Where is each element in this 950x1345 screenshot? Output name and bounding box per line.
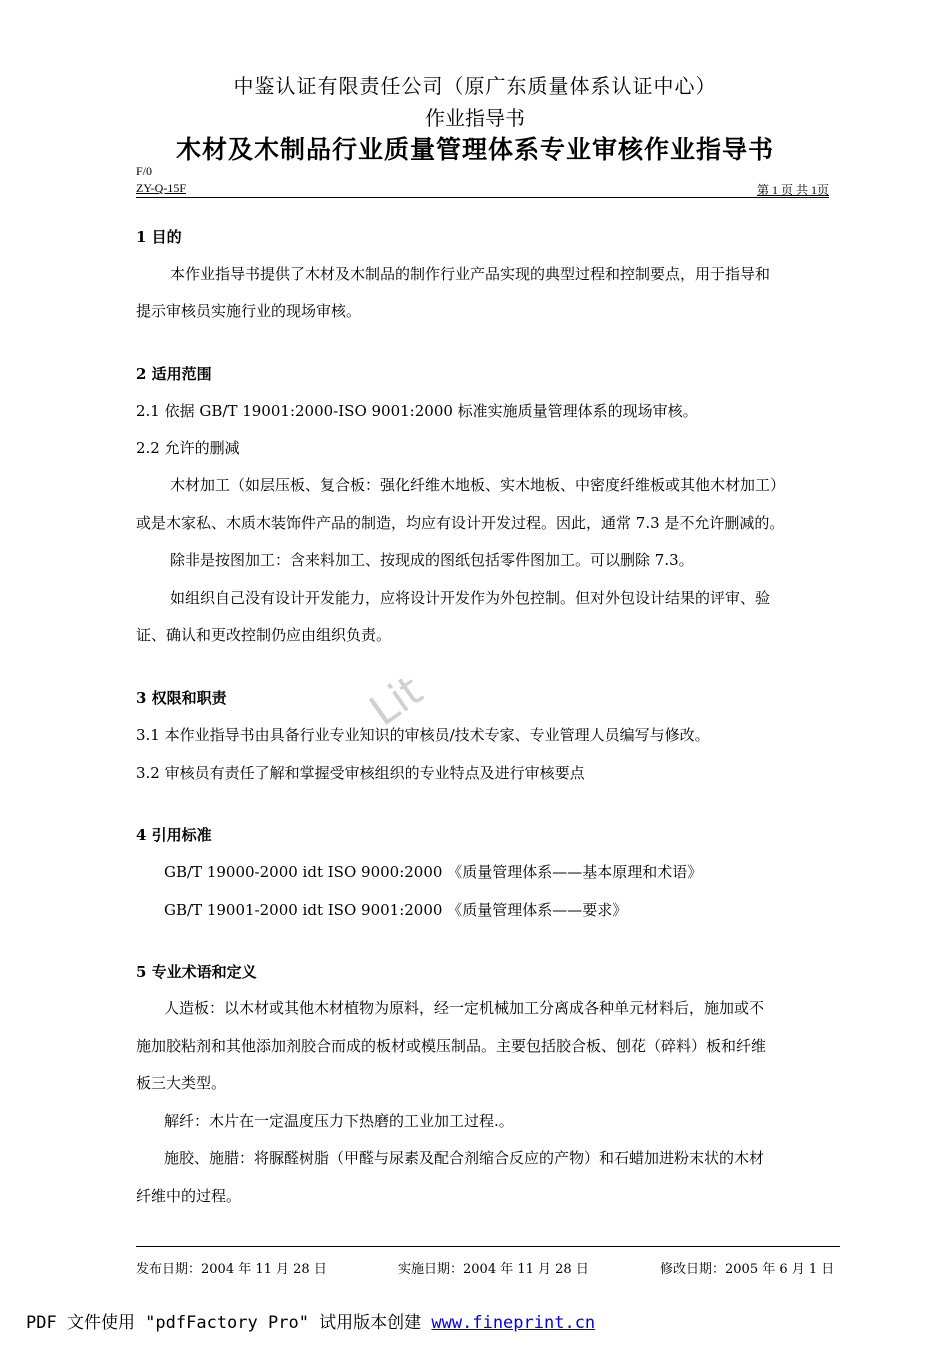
paragraph: 木材加工（如层压板、复合板：强化纤维木地板、实木地板、中密度纤维板或其他木材加工）: [170, 476, 786, 494]
watermark: Lit: [360, 665, 431, 736]
section-3-heading: 3 权限和职责: [136, 689, 227, 707]
reference-standard: GB/T 19001-2000 idt ISO 9001:2000 《质量管理体系——要求》: [164, 901, 628, 919]
organization-name: 中鉴认证有限责任公司（原广东质量体系认证中心）: [233, 74, 717, 98]
reference-standard: GB/T 19000-2000 idt ISO 9000:2000 《质量管理体系——基本原理和术语》: [164, 863, 703, 881]
paragraph: 证、确认和更改控制仍应由组织负责。: [136, 626, 392, 644]
definition: 纤维中的过程。: [136, 1187, 242, 1205]
definition: 人造板：以木材或其他木材植物为原料，经一定机械加工分离成各种单元材料后，施加或不: [164, 999, 765, 1017]
clause-2-2: 2.2 允许的删减: [136, 439, 240, 457]
paragraph: 或是木家私、木质木装饰件产品的制造，均应有设计开发过程。因此，通常 7.3 是不允许删减的。: [136, 514, 785, 532]
revision-date: 修改日期：2005 年 6 月 1 日: [660, 1262, 835, 1277]
document-code: ZY-Q-15F: [136, 181, 186, 195]
definition: 施胶、施腊：将脲醛树脂（甲醛与尿素及配合剂缩合反应的产物）和石蜡加进粉末状的木材: [164, 1149, 765, 1167]
document-code-line: [136, 180, 829, 198]
page-info: 第 1 页 共 1页: [756, 183, 829, 197]
pdf-creator-note: [26, 1308, 595, 1333]
section-4-heading: 4 引用标准: [136, 826, 212, 844]
section-2-heading: 2 适用范围: [136, 365, 212, 383]
clause-3-2: 3.2 审核员有责任了解和掌握受审核组织的专业特点及进行审核要点: [136, 764, 585, 782]
paragraph: 除非是按图加工：含来料加工、按现成的图纸包括零件图加工。可以删除 7.3。: [170, 551, 694, 569]
paragraph: 提示审核员实施行业的现场审核。: [136, 302, 362, 320]
fineprint-link[interactable]: www.fineprint.cn: [431, 1313, 596, 1333]
effective-date: 实施日期：2004 年 11 月 28 日: [398, 1262, 589, 1277]
section-1-heading: 1 目的: [136, 228, 182, 246]
clause-3-1: 3.1 本作业指导书由具备行业专业知识的审核员/技术专家、专业管理人员编写与修改。: [136, 726, 710, 744]
page-title: 木材及木制品行业质量管理体系专业审核作业指导书: [175, 135, 774, 164]
definition: 施加胶粘剂和其他添加剂胶合而成的板材或模压制品。主要包括胶合板、刨花（碎料）板和纤维: [136, 1037, 767, 1055]
section-5-heading: 5 专业术语和定义: [136, 963, 257, 981]
definition: 解纤：木片在一定温度压力下热磨的工业加工过程.。: [164, 1112, 514, 1130]
paragraph: 如组织自己没有设计开发能力，应将设计开发作为外包控制。但对外包设计结果的评审、验: [170, 589, 771, 607]
clause-2-1: 2.1 依据 GB/T 19001:2000-ISO 9001:2000 标准实施质量管理体系的现场审核。: [136, 402, 698, 420]
footer-divider: [136, 1246, 840, 1247]
paragraph: 本作业指导书提供了木材及木制品的制作行业产品实现的典型过程和控制要点，用于指导和: [170, 265, 771, 283]
document-type: 作业指导书: [425, 106, 525, 130]
form-number: F/0: [136, 164, 153, 178]
definition: 板三大类型。: [136, 1074, 227, 1092]
pdf-note-text: PDF 文件使用 "pdfFactory Pro" 试用版本创建: [26, 1313, 432, 1333]
issue-date: 发布日期：2004 年 11 月 28 日: [136, 1262, 327, 1277]
